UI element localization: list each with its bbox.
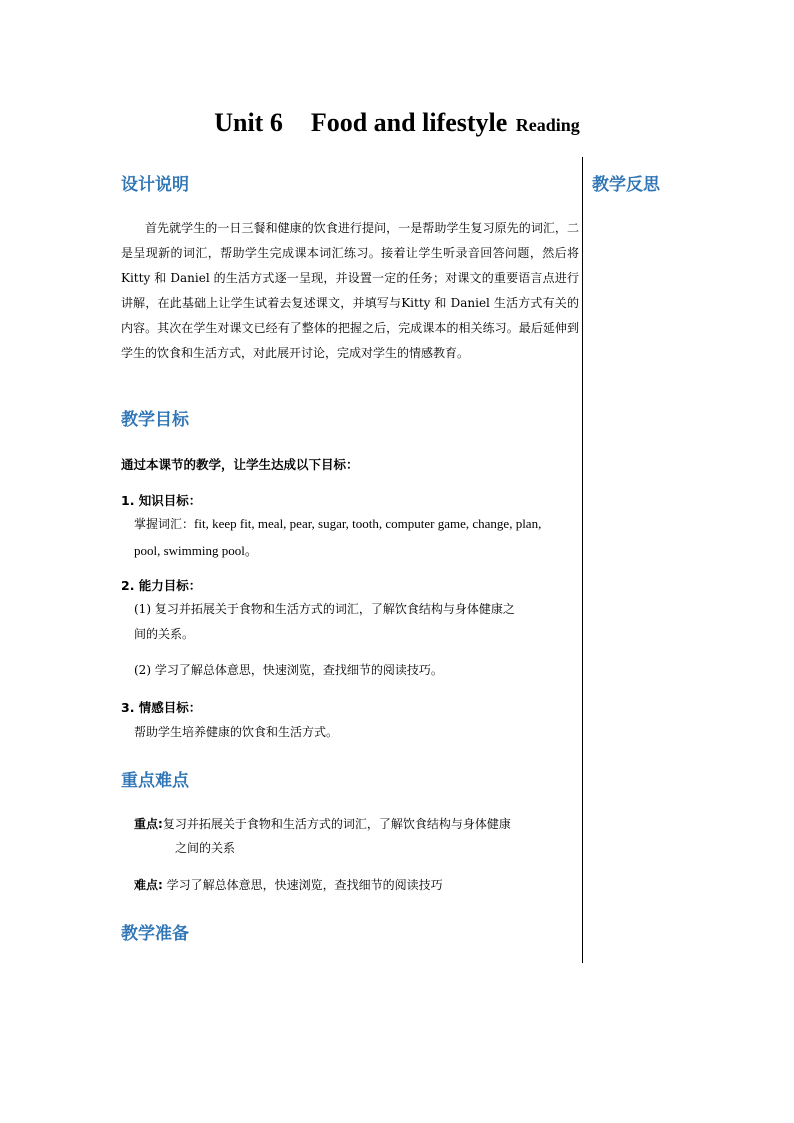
focus-label: 重点:	[134, 817, 163, 831]
ability-label: 2. 能力目标：	[121, 578, 202, 593]
knowledge-words-line2: pool, swimming pool。	[134, 543, 258, 558]
emotion-text: 帮助学生培养健康的饮食和生活方式。	[134, 725, 339, 739]
emotion-label: 3. 情感目标：	[121, 700, 202, 715]
difficulty-label: 难点:	[134, 878, 163, 892]
objectives-intro: 通过本课节的教学，让学生达成以下目标：	[121, 457, 359, 472]
page-title	[0, 108, 794, 138]
knowledge-words: fit, keep fit, meal, pear, sugar, tooth, computer game, change, plan,	[194, 516, 542, 531]
preparation-heading: 教学准备	[121, 924, 189, 944]
difficulty-text: 学习了解总体意思，快速浏览，查找细节的阅读技巧	[166, 878, 443, 892]
focus-line2: 之间的关系	[175, 841, 236, 855]
objectives-heading: 教学目标	[121, 410, 189, 430]
reflection-heading: 教学反思	[592, 175, 660, 195]
knowledge-label: 1. 知识目标：	[121, 493, 202, 508]
keypoints-heading: 重点难点	[121, 771, 189, 791]
column-divider	[582, 157, 583, 963]
focus-line1	[134, 815, 511, 832]
title-sub: Reading	[515, 115, 580, 135]
focus-text: 复习并拓展关于食物和生活方式的词汇，了解饮食结构与身体健康	[162, 817, 511, 831]
design-paragraph: 首先就学生的一日三餐和健康的饮食进行提问，一是帮助学生复习原先的词汇，二是呈现新的词汇，帮助学生完成课本词汇练习。接着让学生听录音回答问题，然后将Kitty 和 Daniel 的生活方式逐一呈现，并设置一定的任务；对课文的重要语言点进行讲解，在此基础上让学生试着去复述课文，并填写与Kitty 和 Daniel 生活方式有关的内容。其次在学生对课文已经有了整体的把握之后，完成课本的相关练习。最后延伸到学生的饮食和生活方式，对此展开讨论，完成对学生的情感教育。	[121, 221, 579, 360]
knowledge-words-line1	[134, 515, 541, 532]
title-unit: Unit 6	[214, 108, 283, 137]
ability-item2: (2) 学习了解总体意思，快速浏览，查找细节的阅读技巧。	[134, 663, 443, 677]
knowledge-prefix: 掌握词汇：	[134, 517, 195, 531]
title-topic: Food and lifestyle	[310, 108, 508, 137]
ability-item1-line2: 间的关系。	[134, 627, 195, 641]
design-heading: 设计说明	[121, 175, 189, 195]
difficulty-line	[134, 876, 443, 893]
ability-item1-line1: (1) 复习并拓展关于食物和生活方式的词汇，了解饮食结构与身体健康之	[134, 602, 515, 616]
